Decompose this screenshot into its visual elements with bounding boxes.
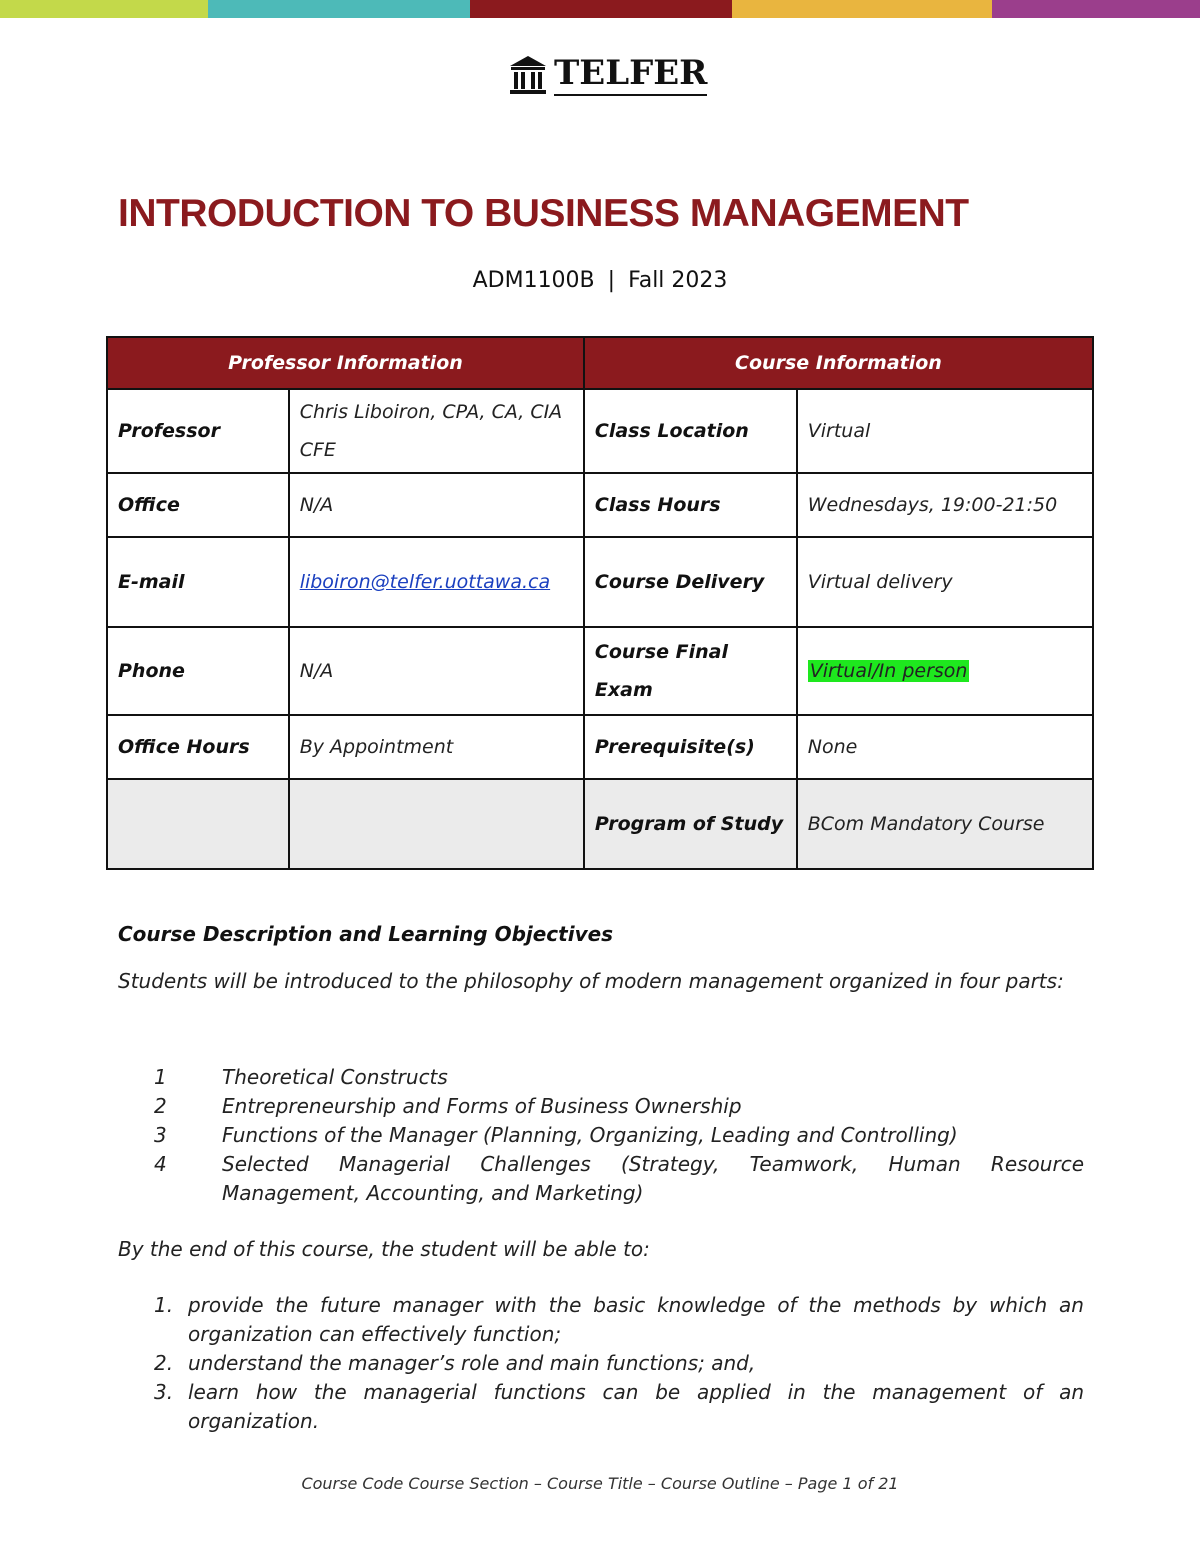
list-text: learn how the managerial functions can be applied in the management of an organization. bbox=[188, 1380, 1084, 1433]
color-bar-segment-teal bbox=[208, 0, 470, 18]
color-bar-segment-yellow bbox=[732, 0, 992, 18]
list-item bbox=[118, 1063, 1084, 1092]
row-label: Course Final Exam bbox=[584, 627, 797, 715]
row-value: N/A bbox=[289, 473, 584, 537]
row-label: Class Location bbox=[584, 389, 797, 473]
row-value: Virtual delivery bbox=[797, 537, 1093, 627]
row-value: BCom Mandatory Course bbox=[797, 779, 1093, 869]
parts-list bbox=[118, 1063, 1084, 1208]
row-value: Wednesdays, 19:00-21:50 bbox=[797, 473, 1093, 537]
list-number: 1. bbox=[154, 1293, 174, 1317]
list-text: provide the future manager with the basic knowledge of the methods by which an organization can effectively function; bbox=[188, 1293, 1084, 1346]
row-value: Virtual bbox=[797, 389, 1093, 473]
row-value: N/A bbox=[289, 627, 584, 715]
table-header-row bbox=[107, 337, 1093, 389]
subtitle-separator: | bbox=[607, 268, 616, 293]
intro-paragraph: Students will be introduced to the philosophy of modern management organized in four parts: bbox=[118, 969, 1064, 993]
course-code: ADM1100B bbox=[472, 268, 595, 293]
top-color-bar bbox=[0, 0, 1200, 18]
email-cell bbox=[289, 537, 584, 627]
logo-text: TELFER bbox=[554, 52, 707, 96]
list-item bbox=[118, 1378, 1084, 1436]
list-item bbox=[118, 1150, 1084, 1208]
list-item bbox=[118, 1092, 1084, 1121]
list-text: understand the manager’s role and main functions; and, bbox=[188, 1351, 756, 1375]
list-text: Theoretical Constructs bbox=[222, 1065, 448, 1089]
list-text: Selected Managerial Challenges (Strategy, Teamwork, Human Resource Management, Accounting, and Marketing) bbox=[222, 1152, 1084, 1205]
list-number: 1 bbox=[154, 1065, 167, 1089]
objectives-list bbox=[118, 1291, 1084, 1436]
row-value: None bbox=[797, 715, 1093, 779]
table-row bbox=[107, 537, 1093, 627]
list-text: Entrepreneurship and Forms of Business Ownership bbox=[222, 1094, 742, 1118]
university-building-icon bbox=[508, 54, 548, 96]
row-label: Phone bbox=[107, 627, 289, 715]
row-label: Office Hours bbox=[107, 715, 289, 779]
info-table bbox=[106, 336, 1094, 870]
row-label: Prerequisite(s) bbox=[584, 715, 797, 779]
list-number: 2. bbox=[154, 1351, 174, 1375]
course-subtitle bbox=[0, 268, 1200, 293]
table-row bbox=[107, 389, 1093, 473]
color-bar-segment-purple bbox=[992, 0, 1200, 18]
section-heading: Course Description and Learning Objectives bbox=[118, 922, 614, 946]
list-item bbox=[118, 1291, 1084, 1349]
row-label: E-mail bbox=[107, 537, 289, 627]
table-row bbox=[107, 473, 1093, 537]
row-label: Office bbox=[107, 473, 289, 537]
row-label: Class Hours bbox=[584, 473, 797, 537]
course-info-header: Course Information bbox=[584, 337, 1093, 389]
objectives-intro: By the end of this course, the student will be able to: bbox=[118, 1237, 650, 1261]
row-label: Program of Study bbox=[584, 779, 797, 869]
color-bar-segment-green bbox=[0, 0, 208, 18]
list-item bbox=[118, 1349, 1084, 1378]
course-term: Fall 2023 bbox=[628, 268, 728, 293]
table-row bbox=[107, 627, 1093, 715]
list-item bbox=[118, 1121, 1084, 1150]
table-row bbox=[107, 779, 1093, 869]
list-number: 4 bbox=[154, 1152, 167, 1176]
professor-info-header: Professor Information bbox=[107, 337, 584, 389]
row-label: Course Delivery bbox=[584, 537, 797, 627]
row-value bbox=[289, 779, 584, 869]
highlighted-value: Virtual/In person bbox=[809, 660, 968, 682]
list-number: 2 bbox=[154, 1094, 167, 1118]
row-value: Chris Liboiron, CPA, CA, CIA CFE bbox=[289, 389, 584, 473]
final-exam-cell bbox=[797, 627, 1093, 715]
row-label: Professor bbox=[107, 389, 289, 473]
color-bar-segment-red bbox=[470, 0, 732, 18]
list-number: 3. bbox=[154, 1380, 174, 1404]
page-title: INTRODUCTION TO BUSINESS MANAGEMENT bbox=[118, 192, 969, 235]
email-link[interactable]: liboiron@telfer.uottawa.ca bbox=[299, 571, 551, 593]
list-number: 3 bbox=[154, 1123, 167, 1147]
row-value: By Appointment bbox=[289, 715, 584, 779]
row-label bbox=[107, 779, 289, 869]
list-text: Functions of the Manager (Planning, Organizing, Leading and Controlling) bbox=[222, 1123, 958, 1147]
page-footer: Course Code Course Section – Course Title – Course Outline – Page 1 of 21 bbox=[301, 1474, 899, 1493]
table-row bbox=[107, 715, 1093, 779]
telfer-logo bbox=[508, 52, 707, 96]
